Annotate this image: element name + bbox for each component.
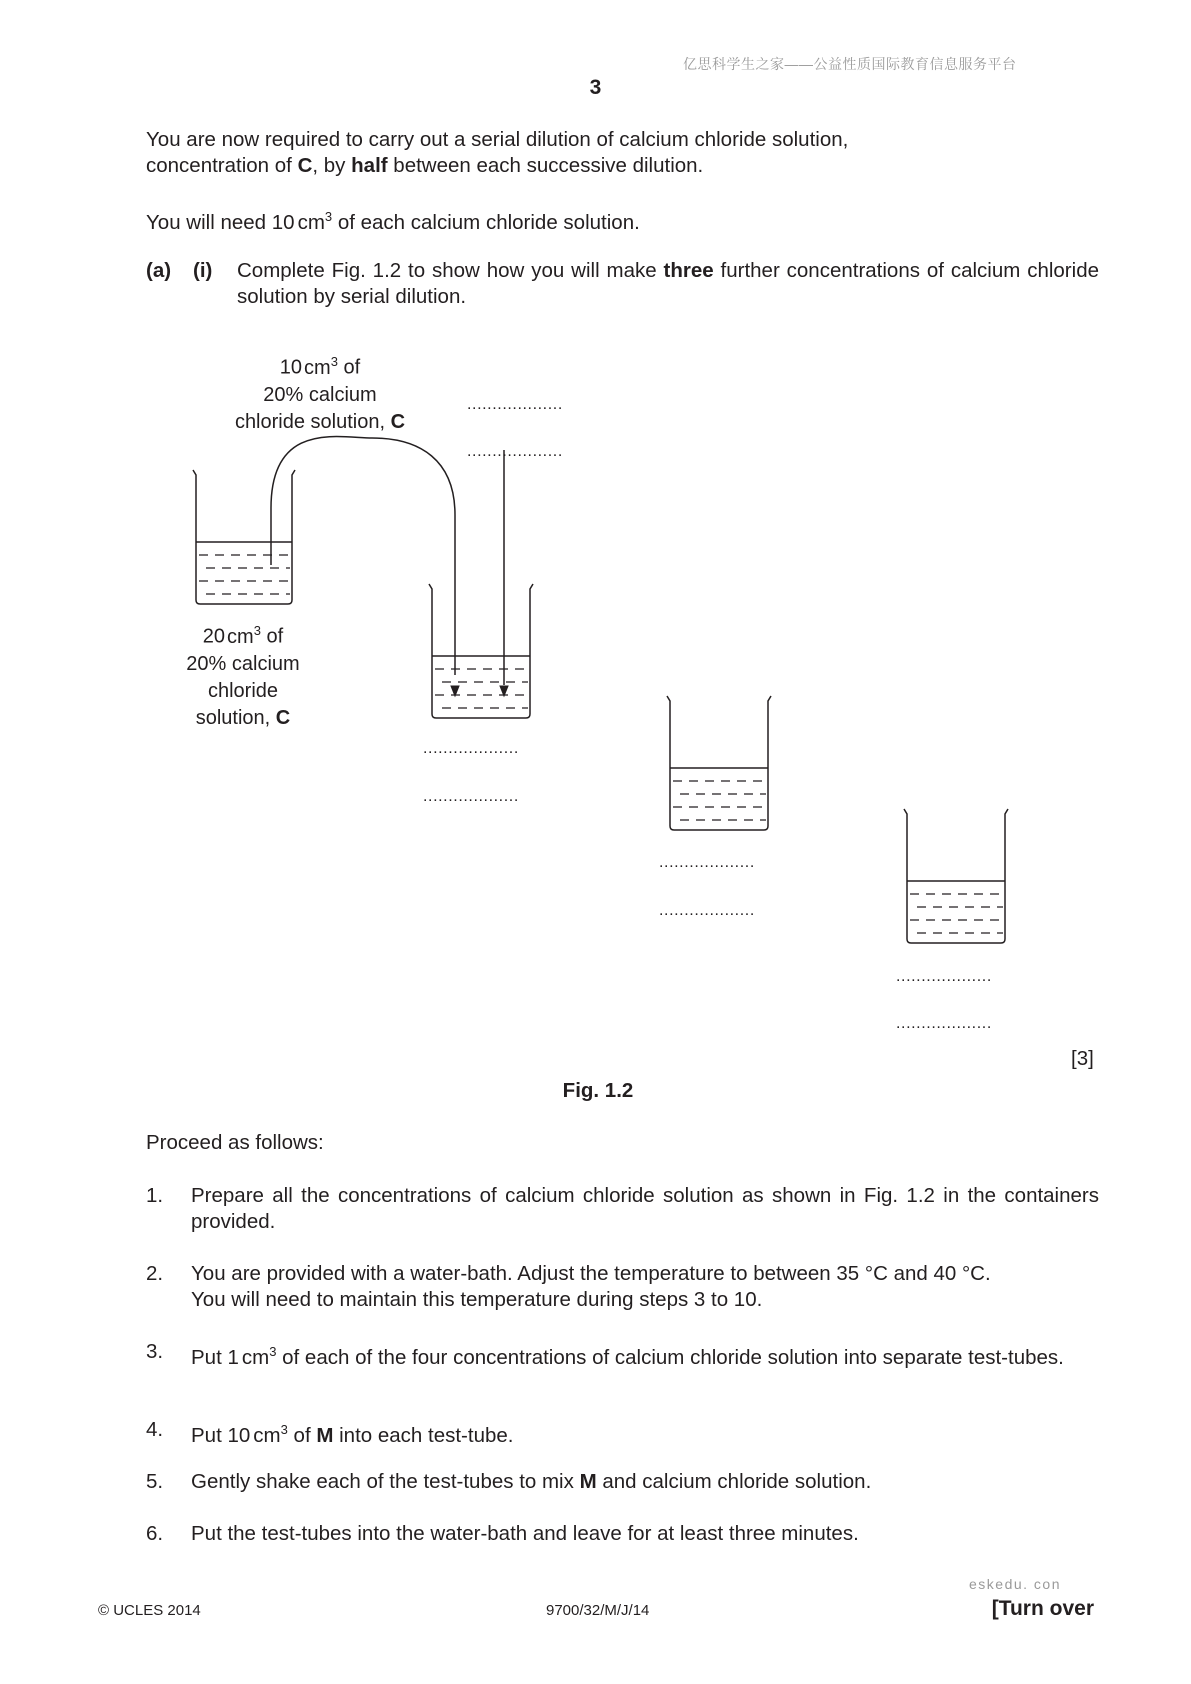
step-4-number: 4. bbox=[146, 1418, 164, 1441]
marks-label: [3] bbox=[1071, 1047, 1094, 1070]
top-label bbox=[210, 348, 430, 436]
answer-line-water-1[interactable]: ................... bbox=[467, 396, 563, 413]
top-label-line-2: 20% calcium bbox=[263, 383, 377, 406]
answer-line-beaker-3a[interactable]: ................... bbox=[659, 854, 755, 871]
answer-line-beaker-4b[interactable]: ................... bbox=[896, 1015, 992, 1032]
watermark-bottom: eskedu. con bbox=[969, 1576, 1061, 1592]
step-6-number: 6. bbox=[146, 1522, 164, 1545]
footer-paper-code: 9700/32/M/J/14 bbox=[546, 1602, 650, 1619]
left-label bbox=[158, 617, 328, 732]
page-number: 3 bbox=[589, 76, 602, 99]
left-label-line-1: 20 $cm^3$ of bbox=[202, 623, 284, 648]
figure-caption: Fig. 1.2 bbox=[562, 1079, 634, 1102]
question-part-label: (a) bbox=[146, 259, 172, 282]
intro-paragraph-2: You will need 10 $cm^3$ of each calcium chloride solution. bbox=[146, 209, 640, 234]
intro-line-2: concentration of C, by half between each successive dilution. bbox=[146, 154, 704, 177]
question-text: Complete Fig. 1.2 to show how you will make three further concentrations of calcium chloride solution by serial dilution. bbox=[237, 259, 1099, 308]
beaker-1 bbox=[193, 470, 295, 604]
beaker-2 bbox=[429, 584, 533, 718]
step-6-text: Put the test-tubes into the water-bath and leave for at least three minutes. bbox=[191, 1522, 859, 1545]
intro-line-1: You are now required to carry out a serial dilution of calcium chloride solution, bbox=[146, 128, 849, 151]
step-2-line-1: You are provided with a water-bath. Adjust the temperature to between 35 °C and 40 °C. bbox=[191, 1262, 991, 1285]
left-label-line-4: solution, C bbox=[195, 706, 291, 729]
footer-copyright: © UCLES 2014 bbox=[98, 1602, 201, 1619]
left-label-line-2: 20% calcium bbox=[186, 652, 300, 675]
step-3-text: Put 1 $cm^3$ of each of the four concentrations of calcium chloride solution into separate test-tubes. bbox=[191, 1344, 1064, 1369]
step-2-number: 2. bbox=[146, 1262, 164, 1285]
step-1-text: Prepare all the concentrations of calcium chloride solution as shown in Fig. 1.2 in the containers provided. bbox=[191, 1184, 1099, 1233]
step-2-text bbox=[191, 1261, 1099, 1313]
step-4-text: Put 10 $cm^3$ of M into each test-tube. bbox=[191, 1422, 514, 1447]
turn-over: [Turn over bbox=[991, 1597, 1094, 1620]
answer-line-beaker-2b[interactable]: ................... bbox=[423, 788, 519, 805]
question-subpart-label: (i) bbox=[193, 259, 213, 282]
step-1-number: 1. bbox=[146, 1184, 164, 1207]
watermark-top: 亿思科学生之家——公益性质国际教育信息服务平台 bbox=[683, 56, 1017, 72]
step-2-line-2: You will need to maintain this temperature during steps 3 to 10. bbox=[191, 1288, 763, 1311]
answer-line-beaker-4a[interactable]: ................... bbox=[896, 968, 992, 985]
step-3-number: 3. bbox=[146, 1340, 164, 1363]
beaker-3 bbox=[667, 696, 771, 830]
step-5-number: 5. bbox=[146, 1470, 164, 1493]
step-5-text: Gently shake each of the test-tubes to mix M and calcium chloride solution. bbox=[191, 1470, 872, 1493]
top-label-line-1: 10 $cm^3$ of bbox=[279, 354, 361, 379]
intro-paragraph-1 bbox=[146, 127, 1046, 179]
answer-line-beaker-2a[interactable]: ................... bbox=[423, 740, 519, 757]
top-label-line-3: chloride solution, C bbox=[234, 410, 406, 433]
answer-line-water-2[interactable]: ................... bbox=[467, 443, 563, 460]
beaker-4 bbox=[904, 809, 1008, 943]
answer-line-beaker-3b[interactable]: ................... bbox=[659, 902, 755, 919]
procedure-intro: Proceed as follows: bbox=[146, 1131, 324, 1154]
left-label-line-3: chloride bbox=[207, 679, 279, 702]
